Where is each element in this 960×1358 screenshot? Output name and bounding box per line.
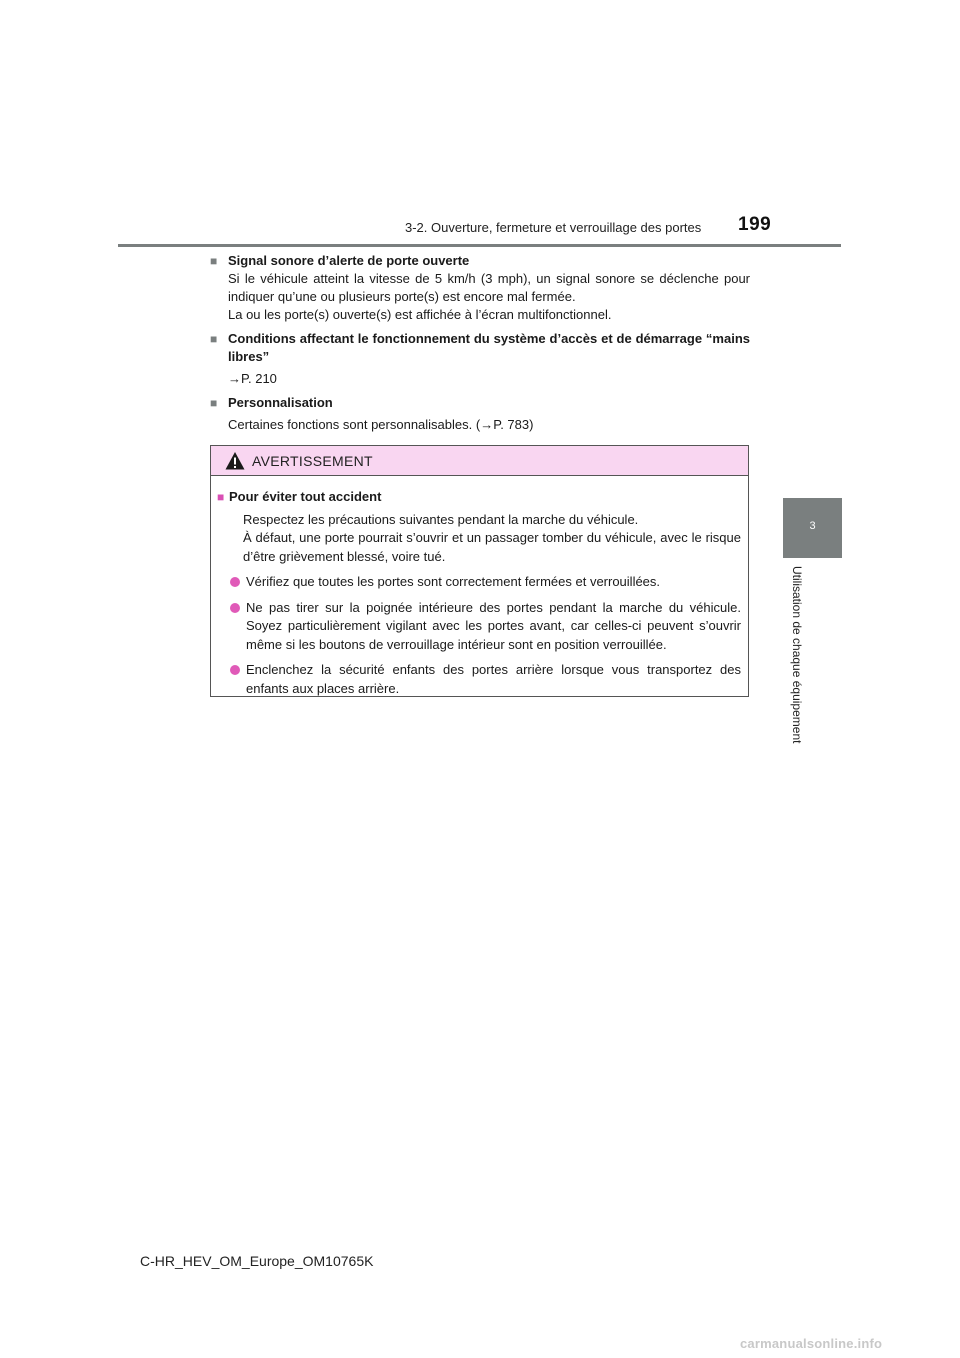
info-item-heading-text: Conditions affectant le fonctionnement du système d’accès et de démarrage “mains libres”: [228, 331, 750, 364]
info-item: [210, 330, 750, 388]
info-item-body: [210, 270, 750, 324]
warning-body: [211, 476, 748, 698]
warning-paragraph: Respectez les précautions suivantes pendant la marche du véhicule.: [243, 511, 639, 527]
warning-list-text: Vérifiez que toutes les portes sont correctement fermées et verrouillées.: [246, 574, 661, 589]
warning-list-text: Ne pas tirer sur la poignée intérieure des portes pendant la marche du véhicule. Soyez particulièrement vigilant avec les portes avant, car celles-ci peuvent s’ouvrir même si les boutons de verrouillage intérieur sont en position verrouillée.: [246, 599, 741, 652]
info-item-heading-text: Personnalisation: [228, 395, 333, 410]
warning-intro: [217, 511, 741, 567]
info-item: [210, 252, 750, 324]
chapter-title-vertical: Utilisation de chaque équipement: [790, 566, 804, 744]
square-bullet-icon: ■: [210, 254, 218, 268]
circle-bullet-icon: [230, 665, 240, 675]
warning-paragraph: À défaut, une porte pourrait s’ouvrir et un passager tomber du véhicule, avec le risque d’être grièvement blessé, voire tué.: [243, 530, 741, 564]
warning-title: AVERTISSEMENT: [252, 452, 373, 469]
section-title: 3-2. Ouverture, fermeture et verrouillage des portes: [405, 220, 702, 235]
warning-title-bar: [211, 446, 748, 476]
warning-list-item: [217, 599, 741, 655]
chapter-tab: [783, 498, 842, 558]
warning-list-item: [217, 661, 741, 698]
watermark: carmanualsonline.info: [740, 1336, 883, 1351]
circle-bullet-icon: [230, 577, 240, 587]
page-reference-link[interactable]: →P. 210: [228, 371, 277, 386]
main-content: [210, 252, 750, 440]
info-item-body: [210, 370, 750, 388]
info-item-heading: [210, 330, 750, 366]
chapter-tab-number: 3: [809, 520, 816, 532]
warning-box: [210, 445, 749, 697]
circle-bullet-icon: [230, 603, 240, 613]
info-item-body: [210, 416, 750, 434]
warning-triangle-icon: [225, 451, 245, 471]
info-paragraph: La ou les porte(s) ouverte(s) est affichée à l’écran multifonctionnel.: [228, 307, 612, 322]
info-item: [210, 394, 750, 434]
warning-list: [217, 573, 741, 698]
info-item-heading-text: Signal sonore d’alerte de porte ouverte: [228, 253, 470, 268]
info-paragraph: Certaines fonctions sont personnalisables. (→P. 783): [228, 417, 534, 432]
warning-list-item: [217, 573, 741, 592]
warning-heading-text: Pour éviter tout accident: [229, 489, 382, 504]
info-paragraph: Si le véhicule atteint la vitesse de 5 km/h (3 mph), un signal sonore se déclenche pour indiquer qu’une ou plusieurs porte(s) est encore mal fermée.: [228, 271, 750, 304]
warning-heading: [217, 488, 741, 507]
footer-document-id: C-HR_HEV_OM_Europe_OM10765K: [140, 1253, 374, 1269]
warning-list-text: Enclenchez la sécurité enfants des portes arrière lorsque vous transportez des enfants aux places arrière.: [246, 662, 741, 696]
header-divider: [118, 244, 841, 247]
square-bullet-icon: ■: [210, 332, 218, 346]
square-bullet-icon: ■: [210, 396, 218, 410]
info-item-heading: [210, 252, 750, 270]
square-bullet-icon: ■: [217, 490, 225, 504]
page-number: 199: [738, 214, 772, 235]
info-item-heading: [210, 394, 750, 412]
